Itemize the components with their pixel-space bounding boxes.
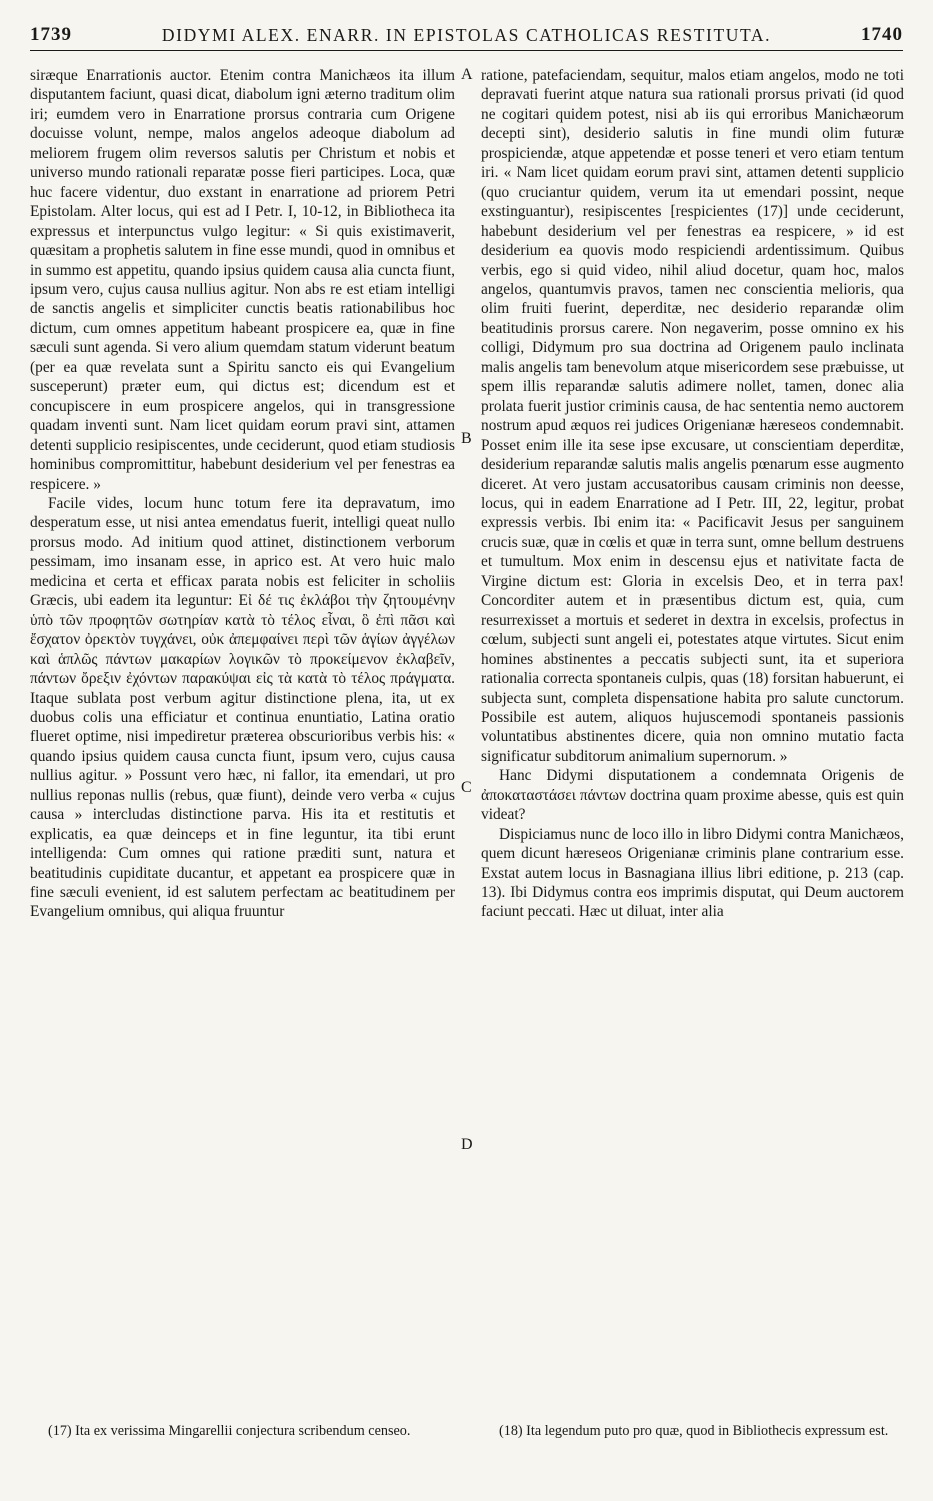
footnote-left: [30, 1423, 455, 1440]
running-title: DIDYMI ALEX. ENARR. IN EPISTOLAS CATHOLICAS RESTITUTA.: [161, 25, 772, 45]
paragraph: Dispiciamus nunc de loco illo in libro Didymi contra Manichæos, quem dicunt hæreseos Origenianæ criminis plane contrarium esse. Exstat autem locus in Basnagiana illius libri editione, p. 213 (cap. 13). Ibi Didymus contra eos imprimis disputat, qui Deum auctorem faciunt peccati. Hæc ut diluat, inter alia: [481, 825, 904, 921]
right-column: [481, 66, 904, 922]
page-number-right: 1740: [861, 24, 903, 45]
margin-letter-b: B: [461, 430, 472, 447]
paragraph: Facile vides, locum hunc totum fere ita depravatum, imo desperatum esse, ut nisi antea emendatus fuerit, intelligi queat nullo prorsus modo. Ad initium quod attinet, distinctionem verborum pessimam, imo insanam esse, in aprico est. At vero huic malo medicina et certa et efficax parata nobis est feliciter in scholiis Græcis, ubi eadem ita leguntur: Εἰ δέ τις ἐκλάβοι τὴν ζητουμένην ὑπὸ τῶν προφητῶν σωτηρίαν κατὰ τὸ τέλος εἶναι, ὃ ἐπὶ πᾶσι καὶ ἔσχατον ὀρεκτὸν τυγχάνει, οὐκ ἀπεμφαίνει περὶ τῶν ἁγίων ἀγγέλων καὶ ἁπλῶς πάντων μακαρίων λογικῶν τὸ προκείμενον ἐκλαβεῖν, πάντων ὄρεξιν ἐχόντων παρακύψαι εἰς τὰ κατὰ τὸ τέλος πράγματα. Itaque sublata post verbum agitur distinctione plena, ita, ut ex duobus colis una efficiatur et continua enuntiatio, Latina oratio flueret optime, nisi impediretur præterea obscurioribus verbis his: « quando ipsius quidem causa cuncta fiunt, ipsum vero, cujus causa nullius agitur. » Possunt vero hæc, ni fallor, ita emendari, ut pro nullius reponas nullis (rebus, quæ fiunt), deinde vero verba « cujus causa » intercludas distinctione parva. His ita et restitutis et explicatis, ea quæ deinceps et in fine leguntur, ita tibi erunt intelligenda: Cum omnes qui ratione præditi sunt, natura et beatitudinis cupiditate ducantur, et appetant ea prospicere quæ in fine sæculi evenient, id est salutem perfectam ac beatitudinem per Evangelium omnibus, qui aliqua fruuntur: [30, 494, 455, 921]
page-header: [30, 12, 903, 51]
left-column: [30, 66, 455, 922]
margin-letter-c: C: [461, 779, 472, 796]
page-number-left: 1739: [30, 24, 72, 45]
footnote-right: [481, 1423, 904, 1440]
paragraph: siræque Enarrationis auctor. Etenim contra Manichæos ita illum disputantem faciunt, quasi dicat, diabolum igni æterno traditum olim iri; eumdem vero in Enarratione prorsus contraria cum Origene docuisse volunt, nempe, malos angelos adeoque diabolum ad meliorem frugem olim reversos salutis per Christum et nobis et universo mundo rationali reparatæ posse fieri participes. Loca, quæ huc facere videntur, duo exstant in enarratione ad priorem Petri Epistolam. Alter locus, qui est ad I Petr. I, 10-12, in Bibliotheca ita expressus et interpunctus vulgo legitur: « Si quis existimaverit, quæsitam a prophetis salutem in fine esse mundi, quod in omnibus et in summo est appetitu, quando ipsius quidem causa alia cuncta fiunt, ipsum vero, cujus causa nullius agitur. Non abs re est etiam intelligi de sanctis angelis et simpliciter cunctis beatis rationabilibus hoc dictum, cum omnes appetitum habeant prospicere ea, quæ in fine sæculi sunt agenda. Si vero alium quemdam statum viderunt beatum (per ea quæ revelata sunt a Spiritu sancto eis qui Evangelium susceperunt) præter eum, qui dictus est; dicendum est et concupiscere in eum prospicere angelos, qui in transgressione quadam inventi sunt. Nam licet quidam eorum pravi sint, attamen detenti supplicio resipiscentes, unde ceciderunt, quod etiam studiosis hominibus compromittitur, habebunt desiderium vel per fenestras ea respicere. »: [30, 67, 455, 493]
margin-letter-a: A: [461, 66, 473, 83]
margin-letter-d: D: [461, 1136, 473, 1153]
footnote-18: (18) Ita legendum puto pro quæ, quod in Bibliothecis expressum est.: [499, 1423, 889, 1439]
paragraph: ratione, patefaciendam, sequitur, malos etiam angelos, modo ne toti depravati fuerint atque natura sua rationali prorsus privati (id quod ne cogitari quidem potest, nisi ab iis qui erroribus Manichæorum decepti sint), desiderio salutis in fine mundi olim futuræ prospiciendæ, atque appetendæ et posse teneri et vero etiam tentum iri. « Nam licet quidam eorum pravi sint, attamen detenti supplicio (quo cruciantur quidem, verum ita ut emendari possint, neque exstinguantur), resipiscentes [respicientes (17)] unde ceciderunt, habebunt desiderium vel per fenestras ea respicere, » id est desiderium ea quovis modo respiciendi ardentissimum. Quibus verbis, ego si quid video, nihil aliud docetur, quam hoc, malos angelos, quantumvis pravos, tamen nec conscientia melioris, qua olim fruiti fuerint, deperditæ, nec desiderio reparandæ olim beatitudinis prorsus carere. Non negaverim, posse omnino ex his colligi, Didymum pro sua doctrina ad Origenem paulo inclinata malis angelis tam benevolum atque misericordem sese præbuisse, ut spem illis reparandæ salutis adimere nollet, tamen, donec alia prolata fuerit justior criminis causa, de hac sententia nemo auctorem nostrum apud æquos rei judices Origenianæ hæreseos condemnabit. Posset enim ille ita sese ipse excusare, ut conscientiam deperditæ, desiderium reparandæ salutis malis angelis pœnarum esse augmento diceret. At vero justam accusatoribus causam criminis non deesse, locus, qui in eadem Enarratione ad I Petr. III, 22, legitur, probat expressis verbis. Ibi enim ita: « Pacificavit Jesus per sanguinem crucis suæ, quæ in cœlis et quæ in terra sunt, omne bellum destruens et tumultum. Mox enim in descensu ejus et nativitate facta de Virgine dictum est: Gloria in excelsis Deo, et in terra pax! Concorditer autem et in præsentibus dictum est, quia, cum resurrexisset a mortuis et sederet in dextra in excelsis, profectus in cœlum, subjecti sunt angeli ei, potestates atque virtutes. Sicut enim homines abstinentes a peccatis subjecti sunt, ita et superiora rationalia correcta spontaneis culpis, quas (18) forsitan habuerunt, ei subjecta sunt, completa dispensatione habita pro salute cunctorum. Possibile est autem, aliquos hujuscemodi spontaneis passionis voluntatibus abstinentes dicere, quia non omnino mutatio facta significatur subditorum animalium supernorum. »: [481, 67, 904, 765]
paragraph: Hanc Didymi disputationem a condemnata Origenis de ἀποκαταστάσει πάντων doctrina quam proxime abesse, quis est quin videat?: [481, 767, 904, 824]
footnote-17: (17) Ita ex verissima Mingarellii conjectura scribendum censeo.: [48, 1423, 411, 1439]
